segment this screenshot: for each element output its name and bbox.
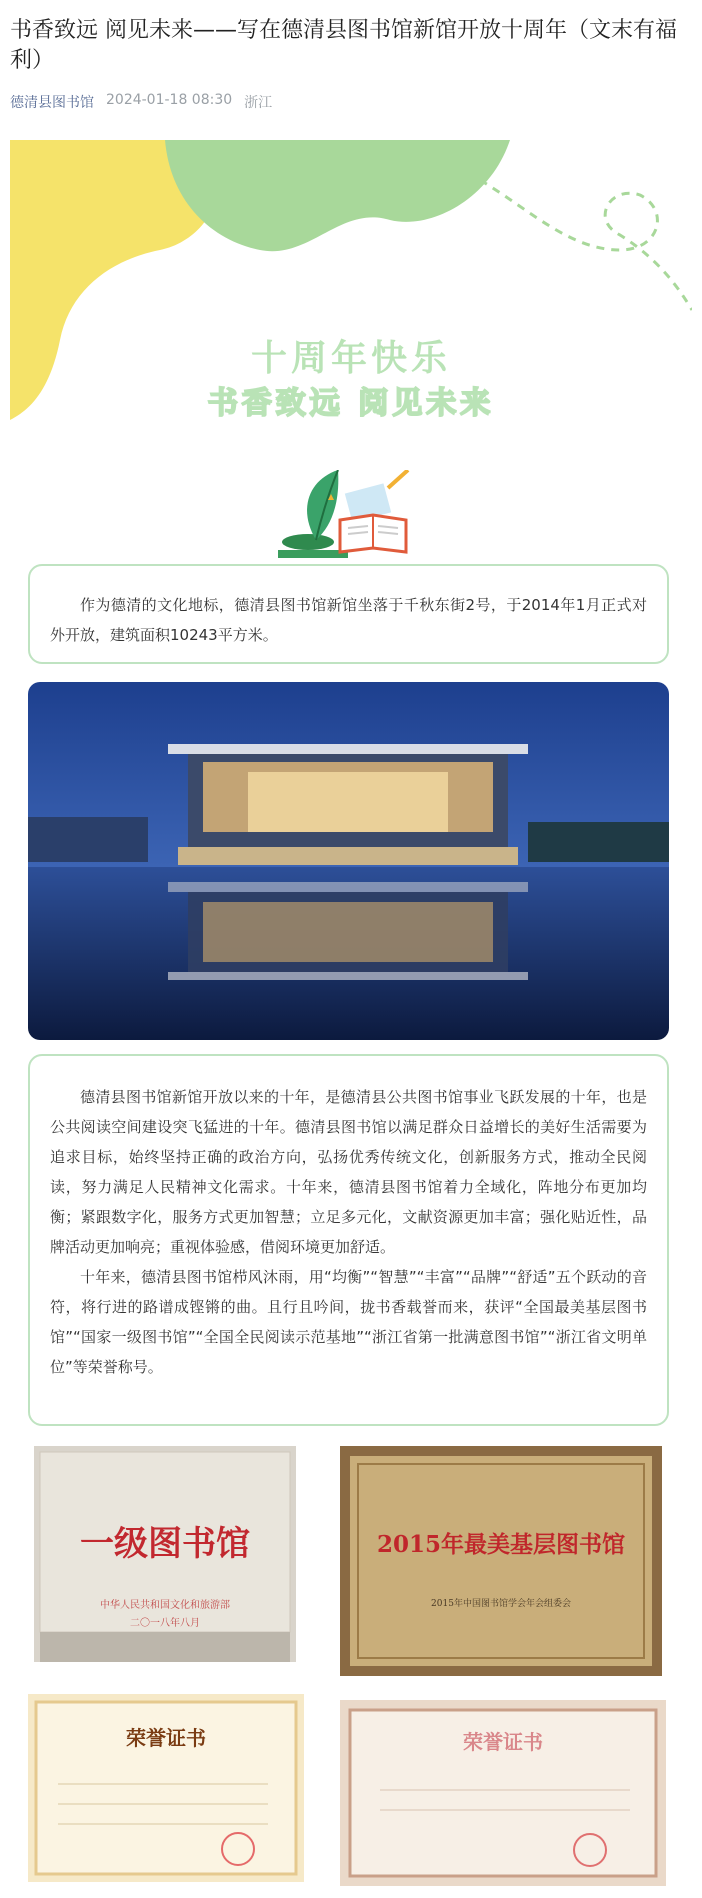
publish-datetime: 2024-01-18 08:30 <box>106 92 233 108</box>
intro-card <box>28 564 669 664</box>
banner-subheadline: 书香致远 阅见未来 <box>207 386 495 421</box>
honor-certificate-1 <box>28 1694 304 1882</box>
cert1-title: 荣誉证书 <box>126 1726 206 1750</box>
plaque2-title: 2015年最美基层图书馆 <box>376 1531 625 1558</box>
award-plaque-first-class <box>34 1446 296 1662</box>
book-feather-icon <box>268 470 438 565</box>
honor-certificate-2 <box>340 1700 666 1886</box>
plaque2-issuer: 2015年中国图书馆学会年会组委会 <box>431 1599 571 1609</box>
article-title: 书香致远 阅见未来——写在德清县图书馆新馆开放十周年（文末有福利） <box>10 18 677 73</box>
anniversary-banner <box>10 140 692 430</box>
body-paragraph-2: 十年来，德清县图书馆栉风沐雨，用“均衡”“智慧”“丰富”“品牌”“舒适”五个跃动的音符，将行进的路谱成铿锵的曲。且行且吟间，拢书香载誉而来，获评“全国最美基层图书馆”“国家一级图书馆”“全国全民阅读示范基地”“浙江省第一批满意图书馆”“浙江省文明单位”等荣誉称号。 <box>50 1268 647 1376</box>
plaque1-issuer: 中华人民共和国文化和旅游部 <box>100 1600 230 1611</box>
article-meta <box>10 92 272 112</box>
body-card <box>28 1054 669 1426</box>
intro-paragraph: 作为德清的文化地标，德清县图书馆新馆坐落于千秋东街2号，于2014年1月正式对外开放，建筑面积10243平方米。 <box>50 596 647 644</box>
cert2-title: 荣誉证书 <box>463 1730 543 1754</box>
plaque1-date: 二〇一八年八月 <box>130 1618 200 1629</box>
publish-location: 浙江 <box>244 95 273 111</box>
banner-headline: 十周年快乐 <box>250 338 451 379</box>
author-link[interactable]: 德清县图书馆 <box>10 95 94 111</box>
plaque1-title: 一级图书馆 <box>80 1524 250 1564</box>
award-plaque-best-library <box>340 1446 662 1676</box>
library-night-photo <box>28 682 669 1040</box>
body-paragraph-1: 德清县图书馆新馆开放以来的十年，是德清县公共图书馆事业飞跃发展的十年，也是公共阅读空间建设突飞猛进的十年。德清县图书馆以满足群众日益增长的美好生活需要为追求目标，始终坚持正确的政治方向，弘扬优秀传统文化，创新服务方式，推动全民阅读，努力满足人民精神文化需求。十年来，德清县图书馆着力全域化，阵地分布更加均衡；紧跟数字化，服务方式更加智慧；立足多元化，文献资源更加丰富；强化贴近性，品牌活动更加响亮；重视体验感，借阅环境更加舒适。 <box>50 1088 647 1256</box>
